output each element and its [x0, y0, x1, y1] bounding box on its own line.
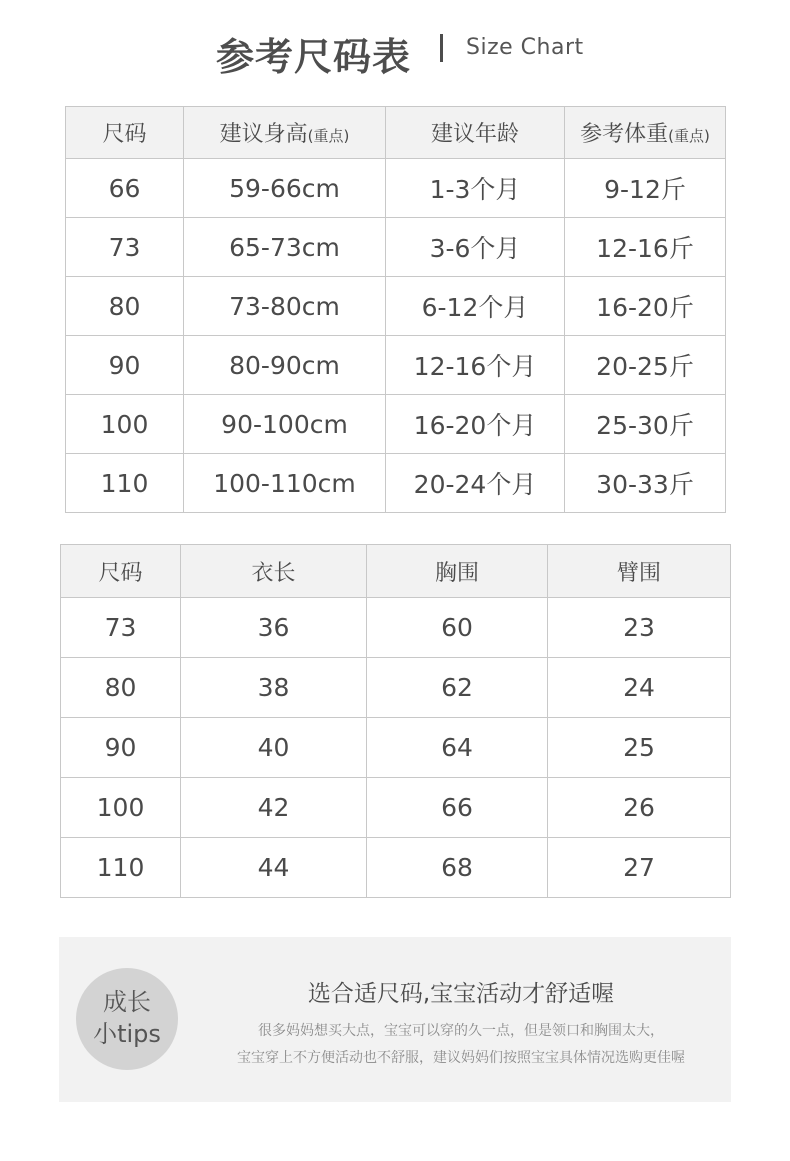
cell-age: 12-16个月	[386, 336, 565, 395]
cell-weight: 25-30斤	[565, 395, 726, 454]
page-header	[0, 22, 790, 78]
tips-text-line2: 宝宝穿上不方便活动也不舒服，建议妈妈们按照宝宝具体情况选购更佳喔	[237, 1050, 685, 1066]
cell-age: 6-12个月	[386, 277, 565, 336]
cell-arm: 24	[548, 658, 731, 718]
header-size: 尺码	[61, 545, 181, 598]
cell-size: 73	[61, 598, 181, 658]
header-label: 参考体重	[580, 122, 669, 147]
cell-weight: 16-20斤	[565, 277, 726, 336]
cell-height: 65-73cm	[184, 218, 386, 277]
header-label: 尺码	[102, 122, 147, 147]
cell-size: 100	[66, 395, 184, 454]
size-height-table	[65, 106, 726, 513]
cell-weight: 9-12斤	[565, 159, 726, 218]
cell-age: 16-20个月	[386, 395, 565, 454]
cell-length: 36	[181, 598, 367, 658]
tips-heading: 选合适尺码,宝宝活动才舒适喔	[307, 981, 615, 1007]
title-divider	[440, 34, 443, 62]
header-note: (重点)	[307, 127, 350, 145]
cell-size: 80	[61, 658, 181, 718]
cell-age: 3-6个月	[386, 218, 565, 277]
header-size	[66, 107, 184, 159]
table-row	[61, 778, 731, 838]
header-length: 衣长	[181, 545, 367, 598]
header-age	[386, 107, 565, 159]
table-header-row	[66, 107, 726, 159]
table-row	[66, 395, 726, 454]
cell-arm: 23	[548, 598, 731, 658]
header-label: 建议身高	[219, 122, 308, 147]
table-row	[66, 277, 726, 336]
cell-size: 110	[66, 454, 184, 513]
table-row	[61, 598, 731, 658]
cell-length: 42	[181, 778, 367, 838]
table-row	[66, 454, 726, 513]
tips-badge-line1: 成长	[103, 988, 151, 1016]
tips-badge	[76, 968, 178, 1070]
table-row	[66, 159, 726, 218]
cell-size: 73	[66, 218, 184, 277]
tips-panel	[59, 937, 731, 1102]
cell-chest: 60	[367, 598, 548, 658]
cell-size: 90	[61, 718, 181, 778]
tips-badge-line2: 小tips	[93, 1020, 161, 1048]
cell-age: 20-24个月	[386, 454, 565, 513]
cell-height: 80-90cm	[184, 336, 386, 395]
cell-height: 90-100cm	[184, 395, 386, 454]
page-title: 参考尺码表	[216, 35, 412, 79]
table-row	[61, 718, 731, 778]
header-weight	[565, 107, 726, 159]
header-note: (重点)	[668, 127, 710, 145]
cell-weight: 12-16斤	[565, 218, 726, 277]
cell-age: 1-3个月	[386, 159, 565, 218]
cell-chest: 62	[367, 658, 548, 718]
cell-size: 100	[61, 778, 181, 838]
table-row	[66, 336, 726, 395]
cell-size: 110	[61, 838, 181, 898]
cell-size: 90	[66, 336, 184, 395]
cell-length: 38	[181, 658, 367, 718]
cell-weight: 30-33斤	[565, 454, 726, 513]
cell-height: 59-66cm	[184, 159, 386, 218]
cell-size: 80	[66, 277, 184, 336]
cell-length: 40	[181, 718, 367, 778]
table-row	[61, 838, 731, 898]
cell-length: 44	[181, 838, 367, 898]
cell-arm: 25	[548, 718, 731, 778]
table-header-row	[61, 545, 731, 598]
cell-chest: 68	[367, 838, 548, 898]
page-subtitle: Size Chart	[466, 35, 584, 60]
cell-weight: 20-25斤	[565, 336, 726, 395]
header-height	[184, 107, 386, 159]
table-row	[61, 658, 731, 718]
cell-chest: 64	[367, 718, 548, 778]
header-chest: 胸围	[367, 545, 548, 598]
cell-size: 66	[66, 159, 184, 218]
cell-height: 100-110cm	[184, 454, 386, 513]
cell-arm: 26	[548, 778, 731, 838]
cell-arm: 27	[548, 838, 731, 898]
header-arm: 臂围	[548, 545, 731, 598]
garment-measurement-table	[60, 544, 731, 898]
table-row	[66, 218, 726, 277]
tips-text-line1: 很多妈妈想买大点，宝宝可以穿的久一点，但是领口和胸围太大，	[258, 1023, 664, 1039]
cell-height: 73-80cm	[184, 277, 386, 336]
header-label: 建议年龄	[430, 122, 519, 147]
cell-chest: 66	[367, 778, 548, 838]
